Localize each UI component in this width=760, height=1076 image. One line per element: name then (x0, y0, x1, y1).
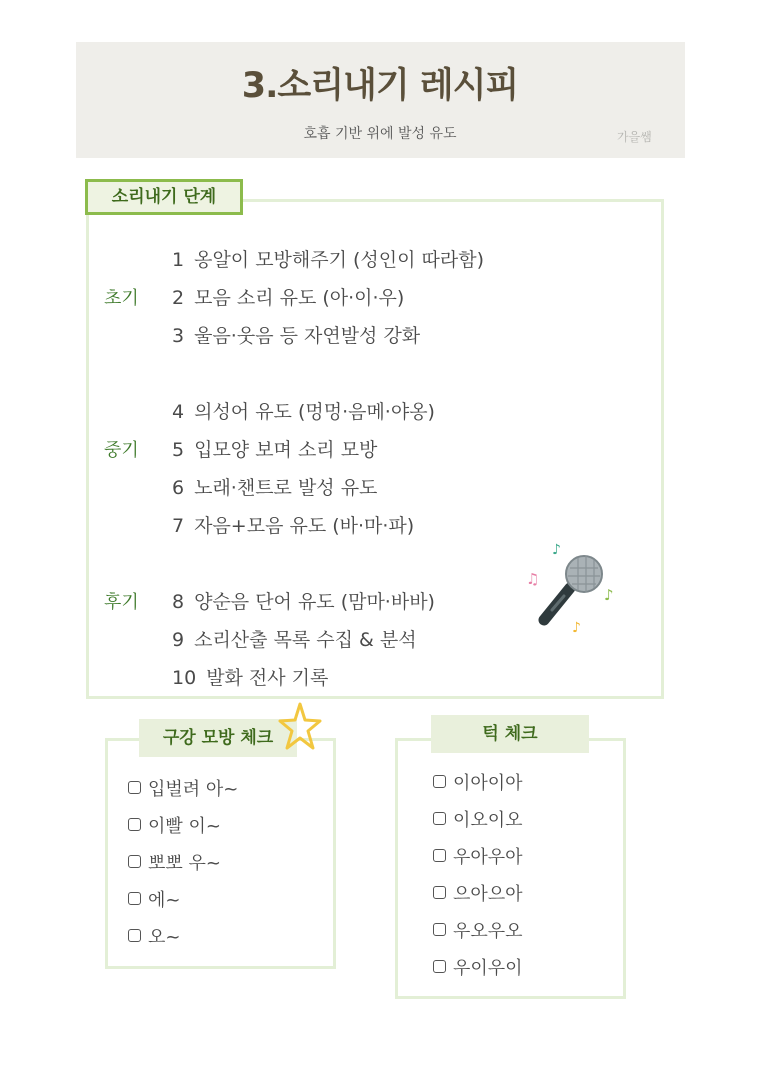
step-item (172, 435, 377, 462)
step-text: 옹알이 모방해주기 (성인이 따라함) (194, 249, 484, 271)
check-label: 우오우오 (453, 921, 523, 942)
check-label: 에~ (148, 890, 181, 911)
oral-check-item[interactable] (128, 923, 180, 949)
oral-check-item[interactable] (128, 775, 238, 801)
step-item (172, 245, 484, 272)
svg-text:♫: ♫ (526, 570, 540, 588)
svg-text:♪: ♪ (572, 620, 581, 636)
step-item (172, 625, 417, 652)
step-number: 2 (172, 287, 185, 309)
microphone-icon (522, 540, 630, 640)
jaw-check-item[interactable] (433, 954, 523, 980)
check-label: 우아우아 (453, 847, 523, 868)
step-text: 노래·챈트로 발성 유도 (194, 477, 378, 499)
checkbox[interactable] (128, 929, 141, 942)
step-text: 양순음 단어 유도 (맘마·바바) (194, 591, 435, 613)
step-item (172, 587, 435, 614)
oral-check-item[interactable] (128, 812, 221, 838)
oral-check-item[interactable] (128, 849, 221, 875)
step-text: 발화 전사 기록 (206, 667, 329, 689)
jaw-check-item[interactable] (433, 880, 523, 906)
step-text: 소리산출 목록 수집 & 분석 (194, 629, 417, 651)
svg-text:♪: ♪ (552, 542, 561, 558)
jaw-check-item[interactable] (433, 843, 523, 869)
step-number: 6 (172, 477, 185, 499)
jaw-check-tab: 턱 체크 (431, 715, 589, 753)
check-label: 으아으아 (453, 884, 523, 905)
checkbox[interactable] (128, 781, 141, 794)
step-text: 모음 소리 유도 (아·이·우) (194, 287, 405, 309)
author-label: 가을쌤 (617, 130, 652, 144)
jaw-check-item[interactable] (433, 806, 523, 832)
step-text: 울음·웃음 등 자연발성 강화 (194, 325, 421, 347)
step-item (172, 511, 414, 538)
check-label: 뽀뽀 우~ (148, 853, 221, 874)
checkbox[interactable] (128, 855, 141, 868)
jaw-check-item[interactable] (433, 917, 523, 943)
step-text: 자음+모음 유도 (바·마·파) (194, 515, 415, 537)
checkbox[interactable] (433, 849, 446, 862)
checkbox[interactable] (128, 818, 141, 831)
svg-text:♪: ♪ (604, 586, 614, 604)
check-label: 이오이오 (453, 810, 523, 831)
checkbox[interactable] (433, 960, 446, 973)
step-item (172, 283, 404, 310)
step-number: 4 (172, 401, 185, 423)
check-label: 이아이아 (453, 773, 523, 794)
stages-tab: 소리내기 단계 (85, 179, 243, 215)
star-icon (278, 700, 322, 754)
page-subtitle: 호흡 기반 위에 발성 유도 (303, 126, 457, 142)
step-number: 5 (172, 439, 185, 461)
oral-check-tab: 구강 모방 체크 (139, 719, 297, 757)
check-label: 우이우이 (453, 958, 523, 979)
step-text: 의성어 유도 (멍멍·음메·야옹) (194, 401, 435, 423)
step-item (172, 473, 377, 500)
jaw-check-item[interactable] (433, 769, 523, 795)
page-title: 3.소리내기 레시피 (241, 66, 519, 106)
step-number: 1 (172, 249, 185, 271)
step-number: 7 (172, 515, 185, 537)
step-item (172, 663, 328, 690)
step-number: 9 (172, 629, 185, 651)
step-item (172, 397, 435, 424)
stage-label-late: 후기 (104, 592, 139, 613)
checkbox[interactable] (433, 923, 446, 936)
step-text: 입모양 보며 소리 모방 (194, 439, 378, 461)
checkbox[interactable] (128, 892, 141, 905)
step-item (172, 321, 420, 348)
step-number: 10 (172, 667, 197, 689)
check-label: 오~ (148, 927, 181, 948)
oral-check-item[interactable] (128, 886, 180, 912)
check-label: 입벌려 아~ (148, 779, 239, 800)
checkbox[interactable] (433, 812, 446, 825)
checkbox[interactable] (433, 886, 446, 899)
step-number: 8 (172, 591, 185, 613)
checkbox[interactable] (433, 775, 446, 788)
check-label: 이빨 이~ (148, 816, 221, 837)
stage-label-early: 초기 (104, 288, 139, 309)
stage-label-middle: 중기 (104, 440, 139, 461)
step-number: 3 (172, 325, 185, 347)
